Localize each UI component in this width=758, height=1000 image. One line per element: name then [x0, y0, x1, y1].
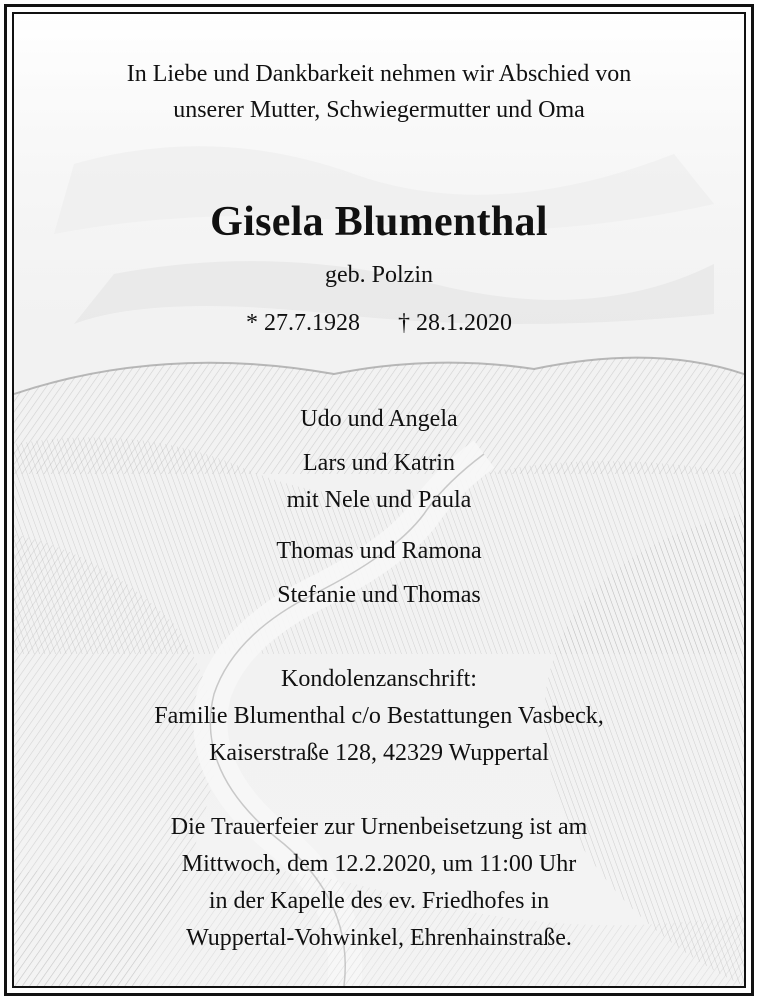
- intro-line-1: In Liebe und Dankbarkeit nehmen wir Abschied von: [126, 61, 632, 87]
- ceremony-line-4: Wuppertal-Vohwinkel, Ehrenhainstraße.: [186, 925, 572, 951]
- intro-line-2: unserer Mutter, Schwiegermutter und Oma: [173, 97, 585, 123]
- life-dates: [14, 310, 744, 337]
- mourner-line: Lars und Katrin: [303, 450, 455, 476]
- ceremony-line-2: Mittwoch, dem 12.2.2020, um 11:00 Uhr: [181, 851, 577, 877]
- death-date: † 28.1.2020: [398, 310, 512, 336]
- mourner-line: Stefanie und Thomas: [277, 582, 481, 608]
- mourner-line: Udo und Angela: [300, 406, 458, 432]
- mourner-line: Thomas und Ramona: [276, 538, 482, 564]
- condolence-address-1: Familie Blumenthal c/o Bestattungen Vasbeck,: [154, 703, 604, 729]
- condolence-address-2: Kaiserstraße 128, 42329 Wuppertal: [209, 740, 549, 766]
- condolence-heading: Kondolenzanschrift:: [281, 666, 477, 692]
- ceremony-line-1: Die Trauerfeier zur Urnenbeisetzung ist am: [170, 814, 588, 840]
- deceased-name: Gisela Blumenthal: [210, 199, 548, 245]
- inner-frame: [12, 12, 746, 988]
- mourner-line: mit Nele und Paula: [286, 487, 472, 513]
- ceremony-line-3: in der Kapelle des ev. Friedhofes in: [208, 888, 550, 914]
- birth-date: * 27.7.1928: [246, 310, 360, 336]
- obituary-text: [14, 14, 744, 986]
- birth-name: geb. Polzin: [325, 262, 433, 288]
